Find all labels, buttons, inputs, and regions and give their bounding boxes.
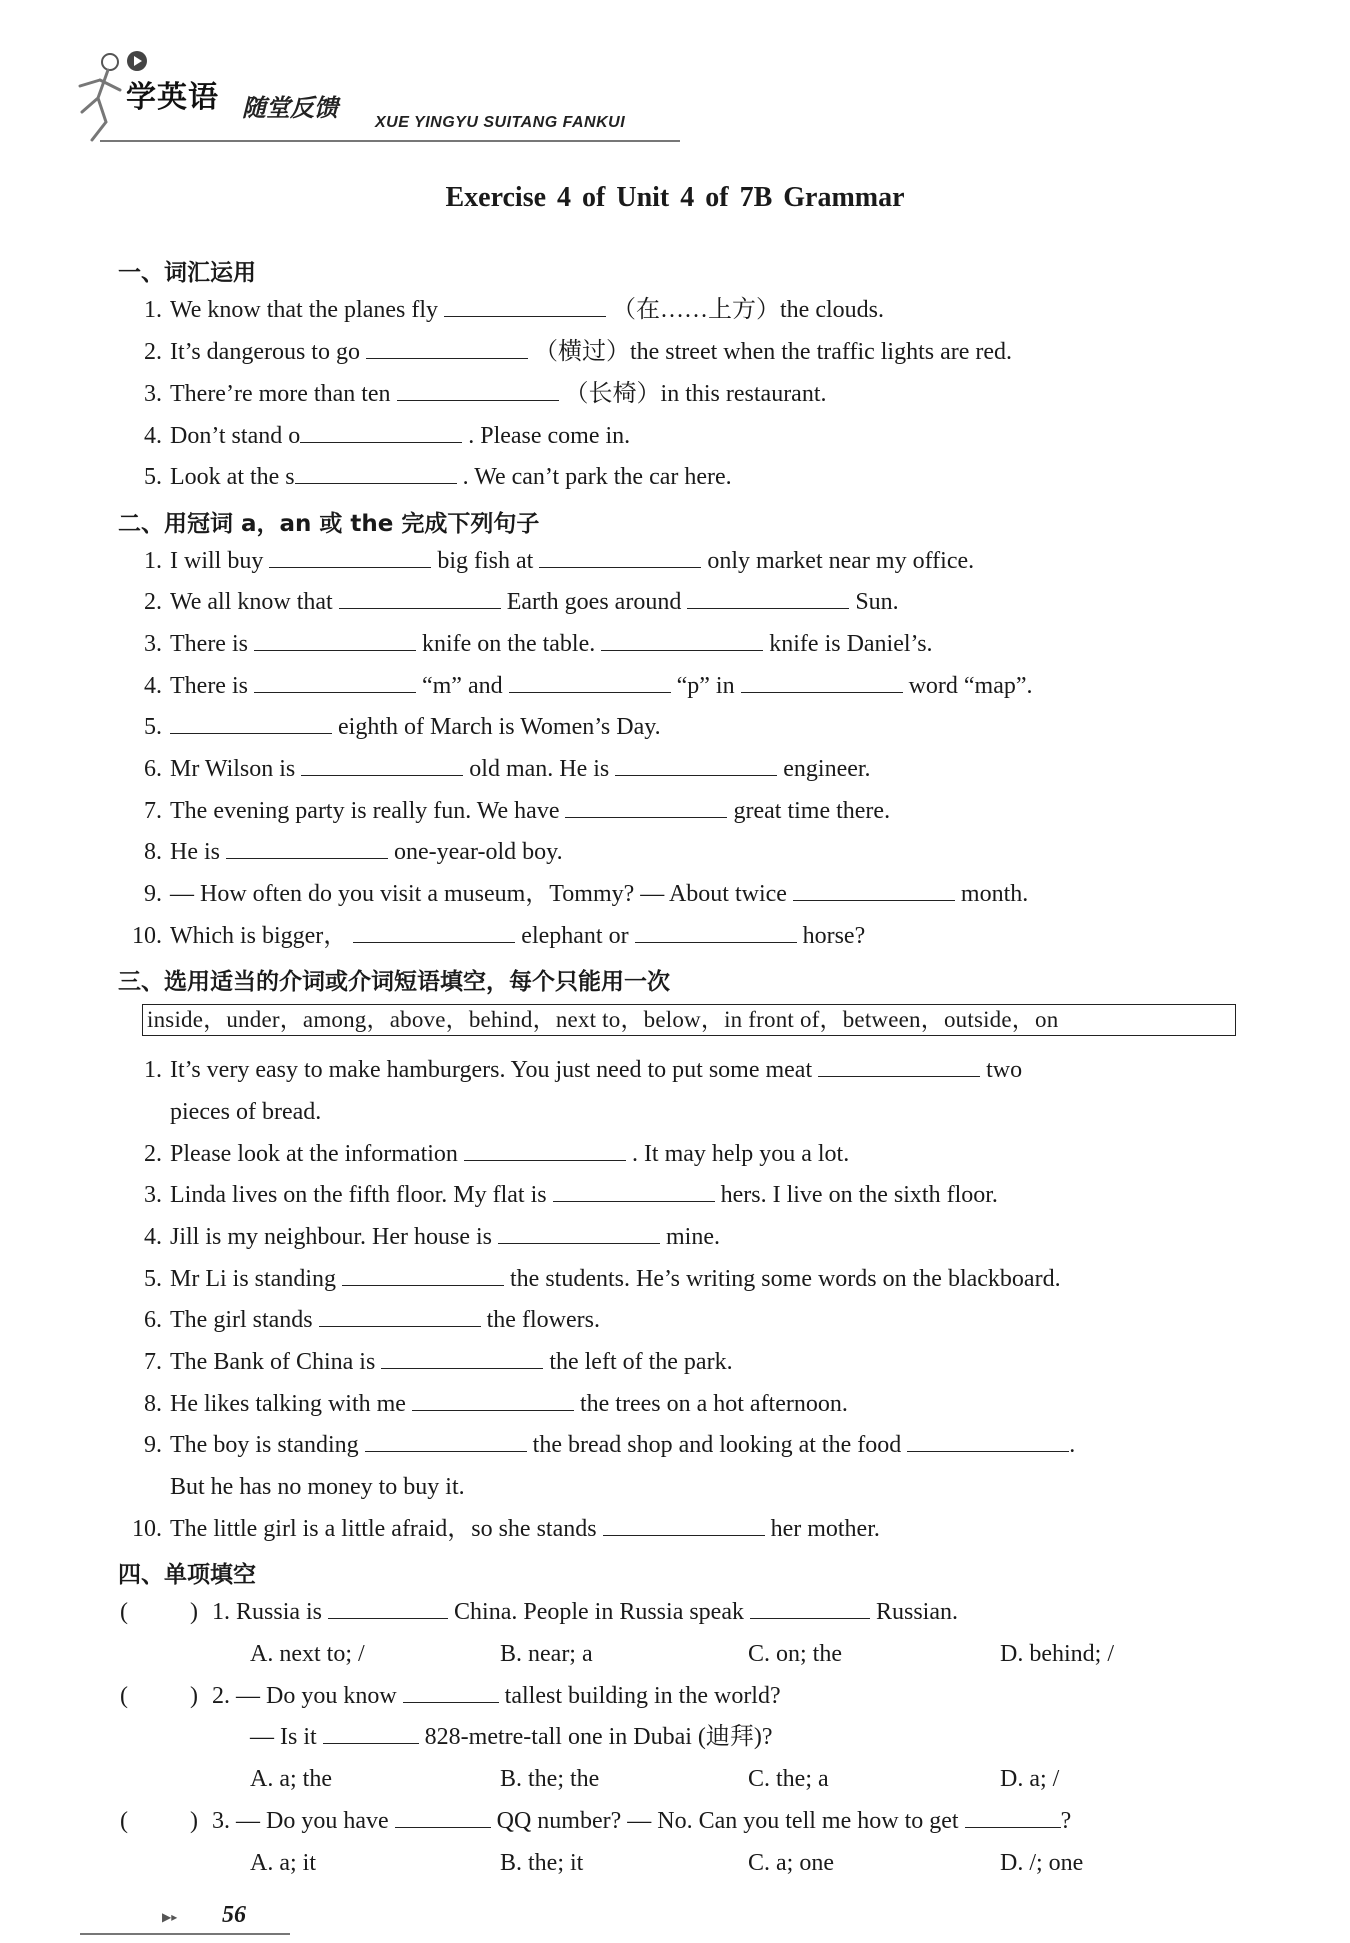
p4-q2-option-b[interactable]: B. the; the [500,1766,600,1792]
p4-q2-option-c[interactable]: C. the; a [748,1766,829,1792]
answer-blank[interactable] [381,1348,543,1369]
p1-question-5: 5. Look at the s . We can’t park the car here. [144,464,732,490]
answer-blank [750,1598,870,1619]
brand-title-cn: 学英语 [126,80,219,115]
answer-blank[interactable] [366,338,528,359]
answer-blank[interactable] [226,838,388,859]
answer-blank[interactable] [687,588,849,609]
play-icon [126,50,148,72]
answer-paren-open: ( [120,1599,128,1625]
footer-rule [80,1933,290,1935]
p4-question-2-reply: — Is it 828-metre-tall one in Dubai (迪拜)? [250,1724,773,1750]
answer-blank[interactable] [269,547,431,568]
p3-question-3: 3. Linda lives on the fifth floor. My flat is hers. I live on the sixth floor. [144,1182,998,1208]
p4-q3-option-d[interactable]: D. /; one [1000,1850,1084,1876]
p4-q3-option-b[interactable]: B. the; it [500,1850,584,1876]
answer-blank[interactable] [170,713,332,734]
p2-question-7: 7. The evening party is really fun. We have great time there. [144,798,891,824]
p1-question-2: 2. It’s dangerous to go （横过）the street when the traffic lights are red. [144,339,1013,365]
p4-question-1: 1. Russia is China. People in Russia speak Russian. [212,1599,958,1625]
section-heading-3: 三、选用适当的介词或介词短语填空，每个只能用一次 [118,969,670,995]
answer-slot-1[interactable] [140,1598,184,1626]
p4-q1-option-b[interactable]: B. near; a [500,1641,593,1667]
p2-question-2: 2. We all know that Earth goes around Sun. [144,589,899,615]
p4-question-3: 3. — Do you have QQ number? — No. Can you tell me how to get ? [212,1808,1072,1834]
answer-blank [403,1682,499,1703]
p4-q3-option-c[interactable]: C. a; one [748,1850,834,1876]
p3-question-7: 7. The Bank of China is the left of the park. [144,1349,733,1375]
word-bank-box: inside，under，among，above，behind，next to，below，in front of，between，outside，on [142,1004,1236,1036]
p2-question-5: 5. eighth of March is Women’s Day. [144,714,661,740]
answer-blank[interactable] [498,1223,660,1244]
answer-blank[interactable] [254,630,416,651]
p3-question-6: 6. The girl stands the flowers. [144,1307,600,1333]
p2-question-10: 10. Which is bigger， elephant or horse? [132,923,866,949]
p4-q1-option-a[interactable]: A. next to; / [250,1641,365,1667]
p1-question-1: 1. We know that the planes fly （在……上方）the clouds. [144,297,884,323]
answer-blank [323,1723,419,1744]
p3-question-2: 2. Please look at the information . It may help you a lot. [144,1141,850,1167]
answer-paren-open: ( [120,1808,128,1834]
p2-question-4: 4. There is “m” and “p” in word “map”. [144,673,1033,699]
p3-question-4: 4. Jill is my neighbour. Her house is mine. [144,1224,720,1250]
answer-blank[interactable] [907,1431,1069,1452]
answer-blank[interactable] [339,588,501,609]
answer-blank[interactable] [254,672,416,693]
answer-blank[interactable] [565,797,727,818]
answer-blank[interactable] [342,1265,504,1286]
p2-question-3: 3. There is knife on the table. knife is Daniel’s. [144,631,933,657]
answer-blank[interactable] [553,1181,715,1202]
answer-blank[interactable] [635,922,797,943]
answer-blank[interactable] [539,547,701,568]
answer-blank[interactable] [741,672,903,693]
answer-blank[interactable] [464,1140,626,1161]
answer-blank[interactable] [295,463,457,484]
p4-q1-option-d[interactable]: D. behind; / [1000,1641,1114,1667]
answer-blank[interactable] [300,422,462,443]
p2-question-9: 9. — How often do you visit a museum，Tommy? — About twice month. [144,881,1029,907]
answer-blank [328,1598,448,1619]
answer-paren-open: ( [120,1683,128,1709]
p4-question-2: 2. — Do you know tallest building in the world? [212,1683,781,1709]
answer-blank[interactable] [412,1390,574,1411]
answer-blank[interactable] [603,1515,765,1536]
section-heading-2: 二、用冠词 a，an 或 the 完成下列句子 [118,511,540,537]
answer-blank[interactable] [319,1306,481,1327]
page-title: Exercise 4 of Unit 4 of 7B Grammar [445,182,905,213]
answer-blank [965,1807,1061,1828]
answer-slot-2[interactable] [140,1682,184,1710]
answer-blank[interactable] [793,880,955,901]
answer-slot-3[interactable] [140,1807,184,1835]
answer-blank[interactable] [818,1056,980,1077]
p3-question-9-cont: But he has no money to buy it. [170,1474,465,1500]
runner-figure-icon [70,50,130,145]
p4-q3-option-a[interactable]: A. a; it [250,1850,316,1876]
p2-question-1: 1. I will buy big fish at only market near my office. [144,548,975,574]
p2-question-8: 8. He is one-year-old boy. [144,839,563,865]
p3-question-9: 9. The boy is standing the bread shop and looking at the food . [144,1432,1076,1458]
answer-paren-close: ) [190,1683,198,1709]
answer-blank[interactable] [615,755,777,776]
p3-question-8: 8. He likes talking with me the trees on a hot afternoon. [144,1391,848,1417]
brand-header [70,50,690,145]
p3-question-5: 5. Mr Li is standing the students. He’s writing some words on the blackboard. [144,1266,1061,1292]
answer-blank[interactable] [444,296,606,317]
brand-title-en: XUE YINGYU SUITANG FANKUI [375,114,626,131]
page-number: 56 [222,1902,246,1928]
answer-paren-close: ) [190,1599,198,1625]
answer-blank[interactable] [509,672,671,693]
answer-paren-close: ) [190,1808,198,1834]
answer-blank[interactable] [601,630,763,651]
answer-blank[interactable] [365,1431,527,1452]
answer-blank [395,1807,491,1828]
section-heading-1: 一、词汇运用 [118,260,256,286]
p4-q2-option-d[interactable]: D. a; / [1000,1766,1060,1792]
answer-blank[interactable] [301,755,463,776]
p4-q2-option-a[interactable]: A. a; the [250,1766,332,1792]
p1-question-4: 4. Don’t stand o . Please come in. [144,423,631,449]
answer-blank[interactable] [353,922,515,943]
section-heading-4: 四、单项填空 [118,1562,256,1588]
p3-question-10: 10. The little girl is a little afraid，so she stands her mother. [132,1516,880,1542]
p4-q1-option-c[interactable]: C. on; the [748,1641,842,1667]
brand-subtitle-cn: 随堂反馈 [242,94,338,122]
arrow-icon: ▶▸ [162,1910,178,1924]
p3-question-1-cont: pieces of bread. [170,1099,322,1125]
brand-underline [100,140,680,142]
p2-question-6: 6. Mr Wilson is old man. He is engineer. [144,756,871,782]
answer-blank[interactable] [397,380,559,401]
p3-question-1: 1. It’s very easy to make hamburgers. You just need to put some meat two [144,1057,1023,1083]
p1-question-3: 3. There’re more than ten （长椅）in this restaurant. [144,381,827,407]
